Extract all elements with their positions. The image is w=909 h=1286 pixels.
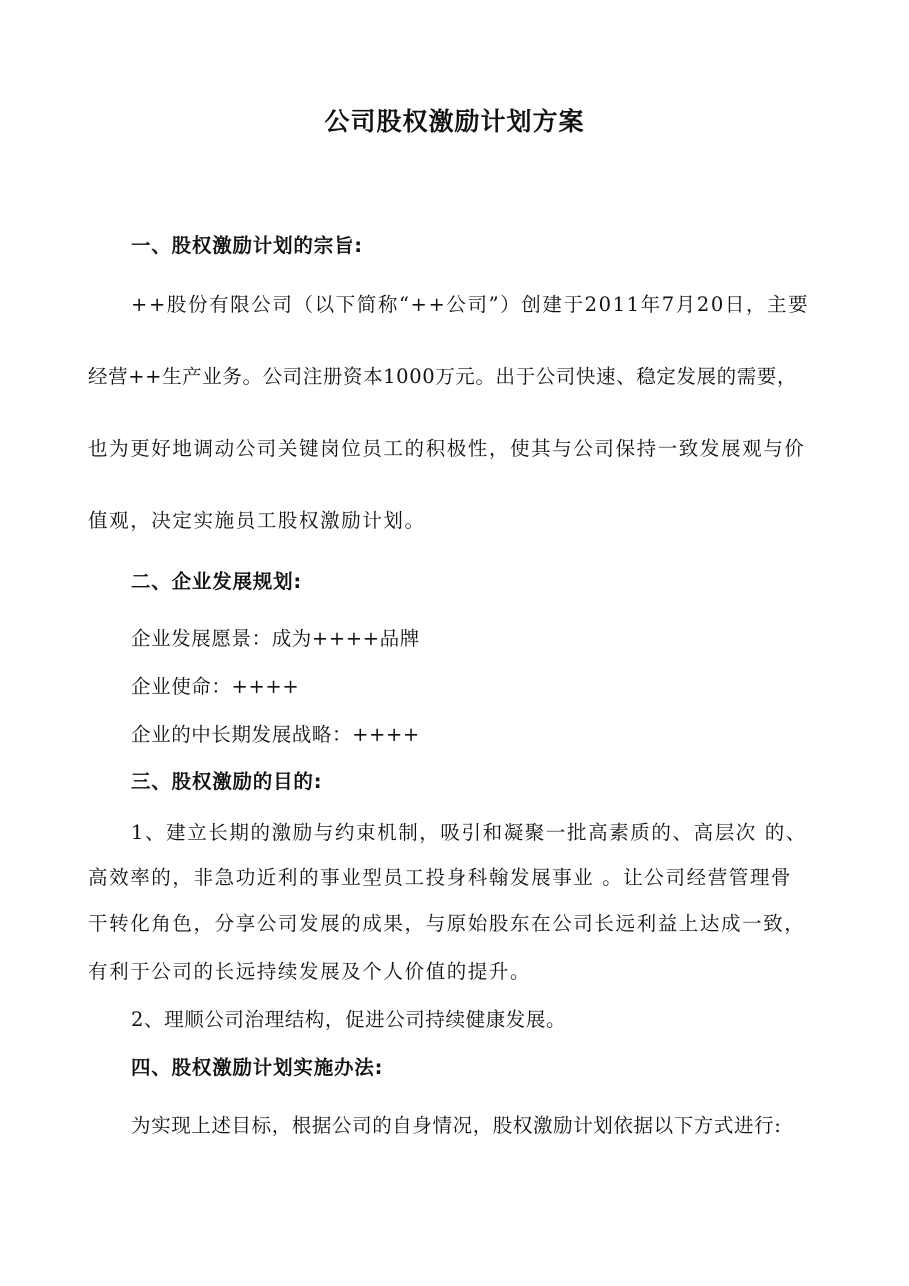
- section-2-line-3: 企业的中长期发展战略：++++: [131, 723, 420, 746]
- section-2-line-2: 企业使命：++++: [131, 675, 300, 698]
- section-1-line-3: 也为更好地调动公司关键岗位员工的积极性，使其与公司保持一致发展观与价: [88, 437, 806, 460]
- section-3-line-2: 高效率的，非急功近利的事业型员工投身科翰发展事业 。让公司经营管理骨: [88, 866, 793, 889]
- section-1-heading: 一、股权激励计划的宗旨:: [131, 234, 363, 257]
- section-2-heading: 二、企业发展规划:: [131, 570, 302, 593]
- section-3-line-5: 2、理顺公司治理结构，促进公司持续健康发展。: [131, 1008, 567, 1031]
- section-1-line-4: 值观，决定实施员工股权激励计划。: [88, 509, 426, 532]
- section-3-line-1: 1、建立长期的激励与约束机制，吸引和凝聚一批高素质的、高层次 的、: [131, 821, 807, 844]
- section-3-line-3: 干转化角色，分享公司发展的成果，与原始股东在公司长远利益上达成一致，: [88, 912, 806, 935]
- section-3-heading: 三、股权激励的目的:: [131, 770, 323, 793]
- section-1-line-2: 经营++生产业务。公司注册资本1000万元。出于公司快速、稳定发展的需要，: [88, 365, 798, 388]
- section-4-heading: 四、股权激励计划实施办法:: [131, 1056, 384, 1079]
- section-3-line-4: 有利于公司的长远持续发展及个人价值的提升。: [88, 960, 532, 983]
- section-1-line-1: ++股份有限公司（以下简称“++公司”）创建于2011年7月20日，主要: [131, 293, 810, 316]
- section-2-line-1: 企业发展愿景：成为++++品牌: [131, 627, 420, 650]
- document-title: 公司股权激励计划方案: [324, 107, 585, 136]
- section-4-line-1: 为实现上述目标，根据公司的自身情况，股权激励计划依据以下方式进行:: [131, 1114, 782, 1137]
